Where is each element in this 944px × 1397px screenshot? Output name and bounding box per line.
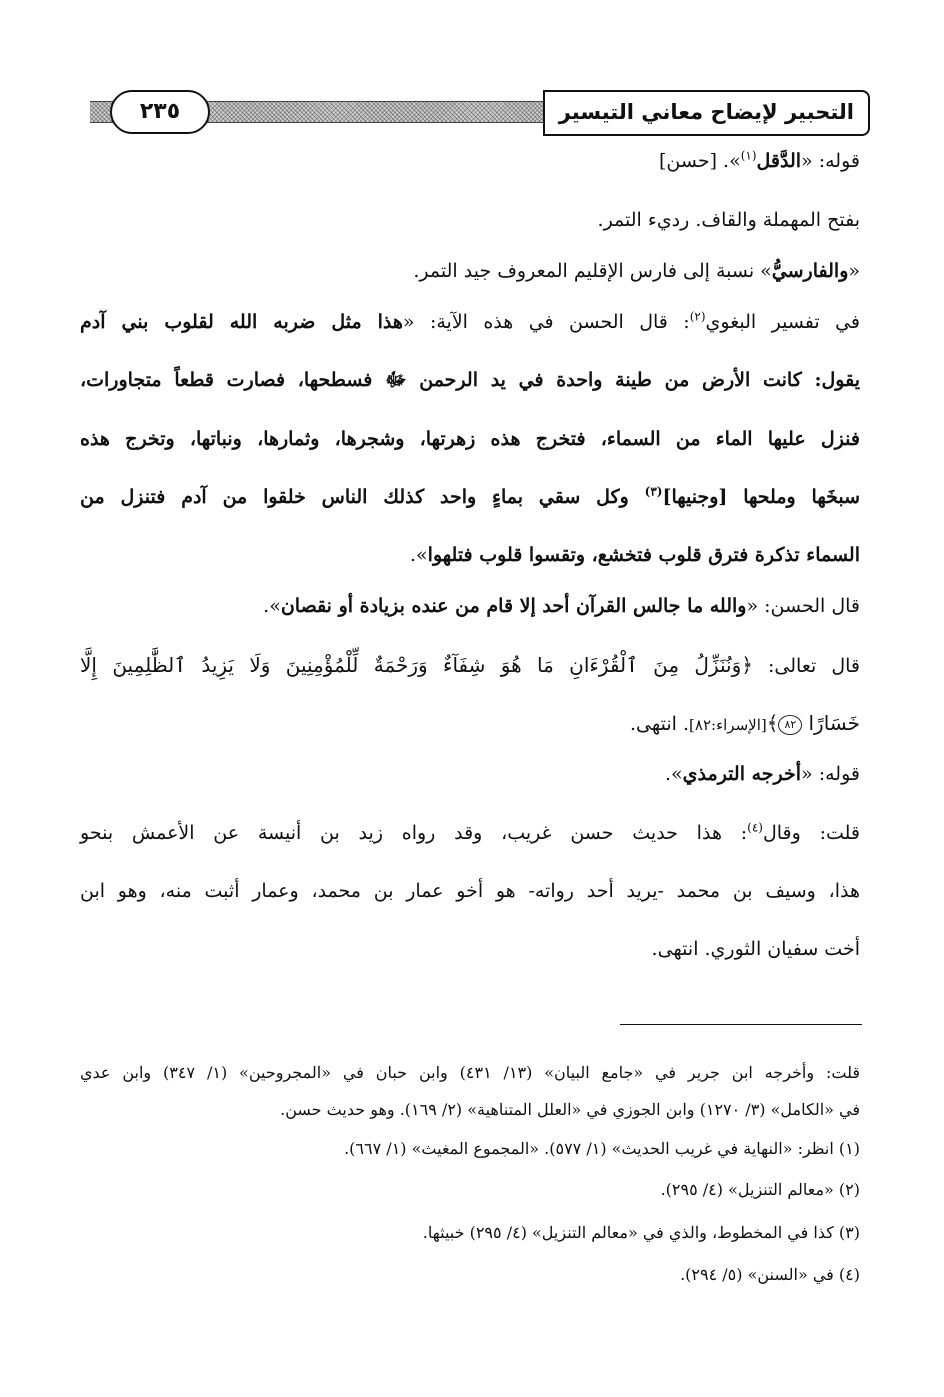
footnote-ref-3: (٣) [644, 484, 663, 499]
text-run: قال تعالى: [752, 655, 861, 677]
footnote-line: في «الكامل» (٣/ ١٢٧٠) وابن الجوزي في «العلل المتناهية» (٢/ ١٦٩). وهو حديث حسن. [280, 1100, 860, 1119]
running-header [90, 90, 870, 134]
text-run: قلت: وقال [762, 822, 860, 844]
text-run: ». [حسن] [659, 150, 741, 172]
text-line-15: أخت سفيان الثوري. انتهى. [651, 938, 860, 960]
text-line-14: هذا، وسيف بن محمد -يريد أحد رواته- هو أخو عمار بن محمد، وعمار أثبت منه، وهو ابن [80, 880, 860, 902]
text-run: ». [410, 544, 428, 566]
text-run: » نسبة إلى فارس الإقليم المعروف جيد التمر. [413, 260, 772, 282]
text-line-13 [80, 822, 860, 844]
text-run: . انتهى. [630, 713, 690, 735]
footnote-ref-1: (١) [740, 148, 757, 163]
text-line-9 [80, 595, 860, 617]
text-line-7 [80, 486, 860, 508]
keyword: والفارسيُّ [771, 260, 849, 282]
text-run: : هذا حديث حسن غريب، وقد رواه زيد بن أنيسة عن الأعمش بنحو [80, 822, 748, 844]
quran-verse: ﴿وَنُنَزِّلُ مِنَ ٱلْقُرْءَانِ مَا هُوَ شِفَآءٌ وَرَحْمَةٌ لِّلْمُؤْمِنِينَ وَلَا يَزِيدُ ٱلظَّٰلِمِينَ إِلَّا [80, 653, 753, 677]
text-run: ». [263, 595, 281, 617]
main-text [80, 140, 860, 960]
keyword: أخرجه الترمذي [682, 763, 802, 785]
verse-reference: [الإسراء:٨٢] [689, 716, 767, 734]
footnote-1: (١) انظر: «النهاية في غريب الحديث» (١/ ٥٧٧). «المجموع المغيث» (١/ ٦٦٧). [344, 1139, 860, 1158]
text-line-3 [80, 260, 860, 282]
text-run: قال الحسن: « [746, 595, 860, 617]
quote-run: هذا مثل ضربه الله لقلوب بني آدم [80, 311, 403, 333]
quote-run: والله ما جالس القرآن أحد إلا قام من عنده بزيادة أو نقصان [280, 595, 747, 617]
text-line-12 [80, 763, 860, 785]
ayah-number-icon: ٨٢ [778, 715, 802, 735]
page-number: ٢٣٥ [110, 90, 210, 134]
keyword: الدَّقل [756, 150, 802, 172]
text-line-5: يقول: كانت الأرض من طينة واحدة في يد الرحمن ﷻ فسطحها، فصارت قطعاً متجاورات، [80, 369, 860, 391]
text-line-8 [80, 544, 860, 566]
footnote-4: (٤) في «السنن» (٥/ ٢٩٤). [680, 1265, 860, 1284]
text-run: : قال الحسن في هذه الآية: « [402, 311, 690, 333]
text-run: في تفسير البغوي [705, 311, 860, 333]
text-run: قوله: « [801, 763, 860, 785]
footnote-2: (٢) «معالم التنزيل» (٤/ ٢٩٥). [660, 1180, 860, 1199]
text-line-6: فنزل عليها الماء من السماء، فتخرج هذه زهرتها، وشجرها، وثمارها، ونباتها، وتخرج هذه [80, 428, 860, 450]
text-line-4 [80, 311, 860, 333]
text-run: سبخَها وملحها [وجنيها] [662, 486, 861, 508]
footnote-3: (٣) كذا في المخطوط، والذي في «معالم التنزيل» (٤/ ٢٩٥) خبيثها. [422, 1223, 860, 1242]
footnote-separator [620, 1024, 862, 1025]
book-title: التحبير لإيضاح معاني التيسير [543, 90, 870, 136]
footnote-line: قلت: وأخرجه ابن جرير في «جامع البيان» (١٣/ ٤٣١) وابن حبان في «المجروحين» (١/ ٣٤٧) وابن عدي [80, 1063, 861, 1082]
text-line-2: بفتح المهملة والقاف. رديء التمر. [597, 209, 860, 231]
text-run: وكل سقي بماءٍ واحد كذلك الناس خلقوا من آدم فتنزل من [80, 486, 645, 508]
text-run: « [848, 260, 860, 282]
text-run: ﴾ [766, 711, 779, 735]
text-run: قوله: « [801, 150, 860, 172]
quran-verse: خَسَارًا [808, 711, 860, 735]
text-line-11 [80, 712, 860, 734]
footnote-ref-4: (٤) [747, 820, 763, 835]
footnote-ref-2: (٢) [689, 309, 706, 324]
footnotes [80, 1055, 860, 1285]
text-line-10 [80, 654, 860, 676]
text-run: ». [665, 763, 683, 785]
quote-run: السماء تذكرة فترق قلوب فتخشع، وتقسوا قلوب فتلهوا [427, 544, 860, 566]
text-line-1 [80, 150, 860, 172]
